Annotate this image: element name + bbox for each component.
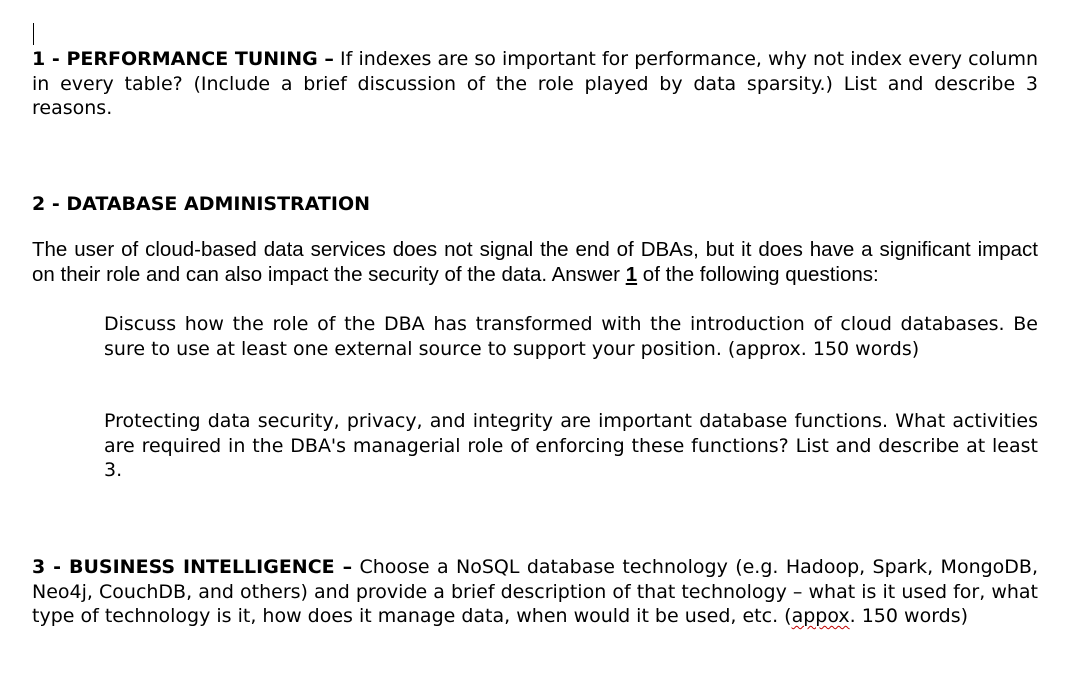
question-2-option-b-block [104,409,1038,483]
question-2-option-a-block [104,312,1038,361]
question-2-heading-block [32,192,1038,217]
question-3-heading: 3 - BUSINESS INTELLIGENCE – [32,556,353,578]
spelling-error-mark[interactable]: appox [791,605,850,627]
text-cursor [33,23,34,45]
question-1-heading: 1 - PERFORMANCE TUNING – [32,48,334,70]
question-2-intro-post: of the following questions: [637,262,879,286]
question-1 [32,47,1038,121]
question-2-option-a[interactable]: Discuss how the role of the DBA has transformed with the introduction of cloud databases. Be sure to use at least one external source to support your position. (approx. 150 words) [104,313,1038,360]
question-2-intro-block [32,238,1038,287]
question-2-heading[interactable]: 2 - DATABASE ADMINISTRATION [32,193,371,215]
question-2-intro-emph: 1 [625,262,638,286]
question-1-text[interactable] [32,47,1038,121]
question-3-body-post: . 150 words) [849,605,969,627]
question-3-body-pre: Choose a NoSQL database technology (e.g. Hadoop, Spark, MongoDB, Neo4j, CouchDB, and others) and provide a brief description of that technology – what is it used for, what type of technology is it, how does it manage data, when would it be used, etc. ( [32,556,1038,627]
question-3 [32,555,1038,629]
question-2-intro-pre: The user of cloud-based data services does not signal the end of DBAs, but it does have a significant impact on their role and can also impact the security of the data. Answer [32,238,1038,286]
question-1-body: If indexes are so important for performance, why not index every column in every table? (Include a brief discussion of the role played by data sparsity.) List and describe 3 reasons. [32,48,1039,119]
question-3-text[interactable] [32,555,1038,629]
question-2-intro[interactable] [32,238,1038,287]
question-2-option-b[interactable]: Protecting data security, privacy, and integrity are important database functions. What activities are required in the DBA's managerial role of enforcing these functions? List and describe at least 3. [104,410,1038,481]
